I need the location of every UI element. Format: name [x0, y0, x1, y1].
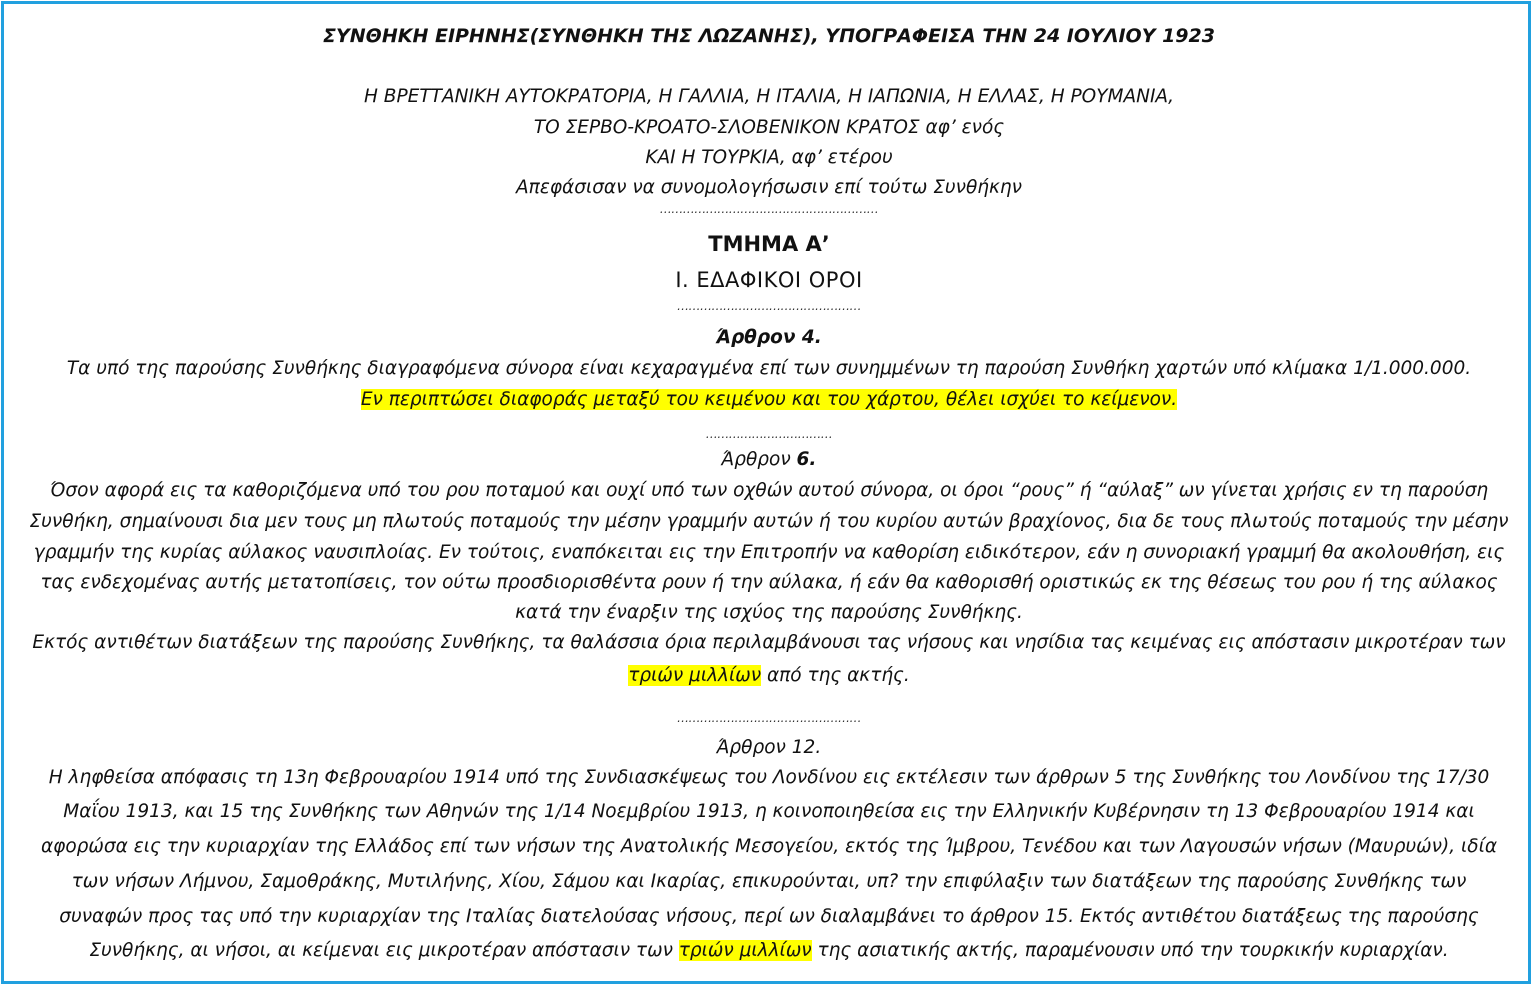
article-6-line-7 [16, 664, 1522, 688]
parties-line-3-rest: , αφ’ ετέρου [779, 147, 893, 168]
parties-line-1: Η ΒΡΕΤΤΑΝΙΚΗ ΑΥΤΟΚΡΑΤΟΡΙΑ, Η ΓΑΛΛΙΑ, Η ΙΤΑΛΙΑ, Η ΙΑΠΩΝΙΑ, Η ΕΛΛΑΣ, Η ΡΟΥΜΑΝΙΑ, [364, 86, 1174, 107]
article-6-heading-number: 6. [796, 449, 817, 470]
article-12-line-1: Η ληφθείσα απόφασις τη 13η Φεβρουαρίου 1914 υπό της Συνδιασκέψεως του Λονδίνου εις εκτέλεσιν των άρθρων 5 της Συνθήκης του Λονδίνου της 17/30 [48, 767, 1490, 788]
article-6-heading [16, 448, 1522, 472]
article-4-heading: Άρθρον 4. [716, 327, 822, 348]
article-12-line-3: αφορώσα εις την κυριαρχίαν της Ελλάδος επί των νήσων της Ανατολικής Μεσογείου, εκτός της Ίμβρου, Τενέδου και των Λαγουσών νήσων (Μαυρυών), ιδία [40, 836, 1498, 857]
parties-line-3 [16, 146, 1522, 170]
article-12-line-6 [16, 939, 1522, 963]
section-heading: ΤΜΗΜΑ Α’ [708, 232, 830, 256]
article-6-line-1: Όσον αφορά εις τα καθοριζόμενα υπό του ρου ποταμού και ουχί υπό των οχθών αυτού σύνορα, οι όροι “ρους” ή “αύλαξ” ων γίνεται χρήσις εν τη παρούση [49, 480, 1489, 501]
separator-2: ………………………………………… [677, 299, 861, 313]
article-6-highlight: τριών μιλλίων [628, 665, 762, 686]
article-6-line-5: κατά την έναρξιν της ισχύος της παρούσης Συνθήκης. [515, 602, 1023, 623]
article-12-heading: Άρθρον 12. [716, 737, 822, 758]
separator-3: …………………………… [705, 427, 833, 441]
document-frame [1, 1, 1531, 984]
article-6-line-3: γραμμήν της κυρίας αύλακος ναυσιπλοίας. Εν τούτοις, εναπόκειται εις την Επιτροπήν να καθορίση ειδικότερον, εάν η συνοριακή γραμμή θα ακολουθήση, εις [33, 542, 1505, 563]
parties-line-2-rest: αφ’ ενός [919, 117, 1005, 138]
document-title: ΣΥΝΘΗΚΗ ΕΙΡΗΝΗΣ(ΣΥΝΘΗΚΗ ΤΗΣ ΛΩΖΑΝΗΣ), ΥΠΟΓΡΑΦΕΙΣΑ ΤΗΝ 24 ΙΟΥΛΙΟΥ 1923 [323, 25, 1215, 47]
article-12-line-5: συναφών προς τας υπό την κυριαρχίαν της Ιταλίας διατελούσας νήσους, περί ων διαλαμβάνει το άρθρον 15. Εκτός αντιθέτου διατάξεως της παρούσης [59, 906, 1479, 927]
decision-line: Απεφάσισαν να συνομολογήσωσιν επί τούτω Συνθήκην [516, 177, 1022, 198]
parties-line-3-caps: ΚΑΙ Η ΤΟΥΡΚΙΑ [645, 147, 780, 168]
terms-heading: Ι. ΕΔΑΦΙΚΟΙ ΟΡΟΙ [675, 268, 863, 292]
article-12-line-6-post: της ασιατικής ακτής, παραμένουσιν υπό την τουρκικήν κυριαρχίαν. [811, 940, 1449, 961]
article-6-heading-text: Άρθρον [721, 449, 797, 470]
separator-1: ………………………………………………… [659, 202, 879, 216]
article-4-highlight: Εν περιπτώσει διαφοράς μεταξύ του κειμένου και του χάρτου, θέλει ισχύει το κείμενον. [360, 389, 1178, 410]
article-12-line-6-pre: Συνθήκης, αι νήσοι, αι κείμεναι εις μικροτέραν απόστασιν των [89, 940, 679, 961]
article-12-highlight: τριών μιλλίων [678, 940, 812, 961]
parties-line-2-caps: ΤΟ ΣΕΡΒΟ-ΚΡΟΑΤΟ-ΣΛΟΒΕΝΙΚΟΝ ΚΡΑΤΟΣ [533, 117, 920, 138]
article-4-highlight-line [16, 388, 1522, 412]
article-6-line-4: τας ενδεχομένας αυτής μετατοπίσεις, τον ούτω προσδιορισθέντα ρουν ή την αύλακα, ή εάν θα καθορισθή οριστικώς εκ της θέσεως του ρου ή της αύλακος [40, 572, 1498, 593]
article-12-line-2: Μαΐου 1913, και 15 της Συνθήκης των Αθηνών της 1/14 Νοεμβρίου 1913, η κοινοποιηθείσα εις την Ελληνικήν Κυβέρνησιν τη 13 Φεβρουαρίου 1914 και [63, 801, 1475, 822]
article-4-line-1: Τα υπό της παρούσης Συνθήκης διαγραφόμενα σύνορα είναι κεχαραγμένα επί των συνημμένων τη παρούση Συνθήκη χαρτών υπό κλίμακα 1/1.000.000. [66, 358, 1472, 379]
article-6-line-7-rest: από της ακτής. [761, 665, 910, 686]
article-6-line-2: Συνθήκη, σημαίνουσι δια μεν τους μη πλωτούς ποταμούς την μέσην γραμμήν αυτών ή του κυρίου αυτών βραχίονος, δια δε τους πλωτούς ποταμούς την μέσην [29, 511, 1509, 532]
article-12-line-4: των νήσων Λήμνου, Σαμοθράκης, Μυτιλήνης, Χίου, Σάμου και Ικαρίας, επικυρούνται, υπ? την επιφύλαξιν των διατάξεων της παρούσης Συνθήκης των [71, 871, 1467, 892]
parties-line-2 [16, 116, 1522, 140]
separator-4: ………………………………………… [677, 711, 861, 725]
article-6-line-6: Εκτός αντιθέτων διατάξεων της παρούσης Συνθήκης, τα θαλάσσια όρια περιλαμβάνουσι τας νήσους και νησίδια τας κειμένας εις απόστασιν μικροτέραν των [32, 632, 1506, 653]
